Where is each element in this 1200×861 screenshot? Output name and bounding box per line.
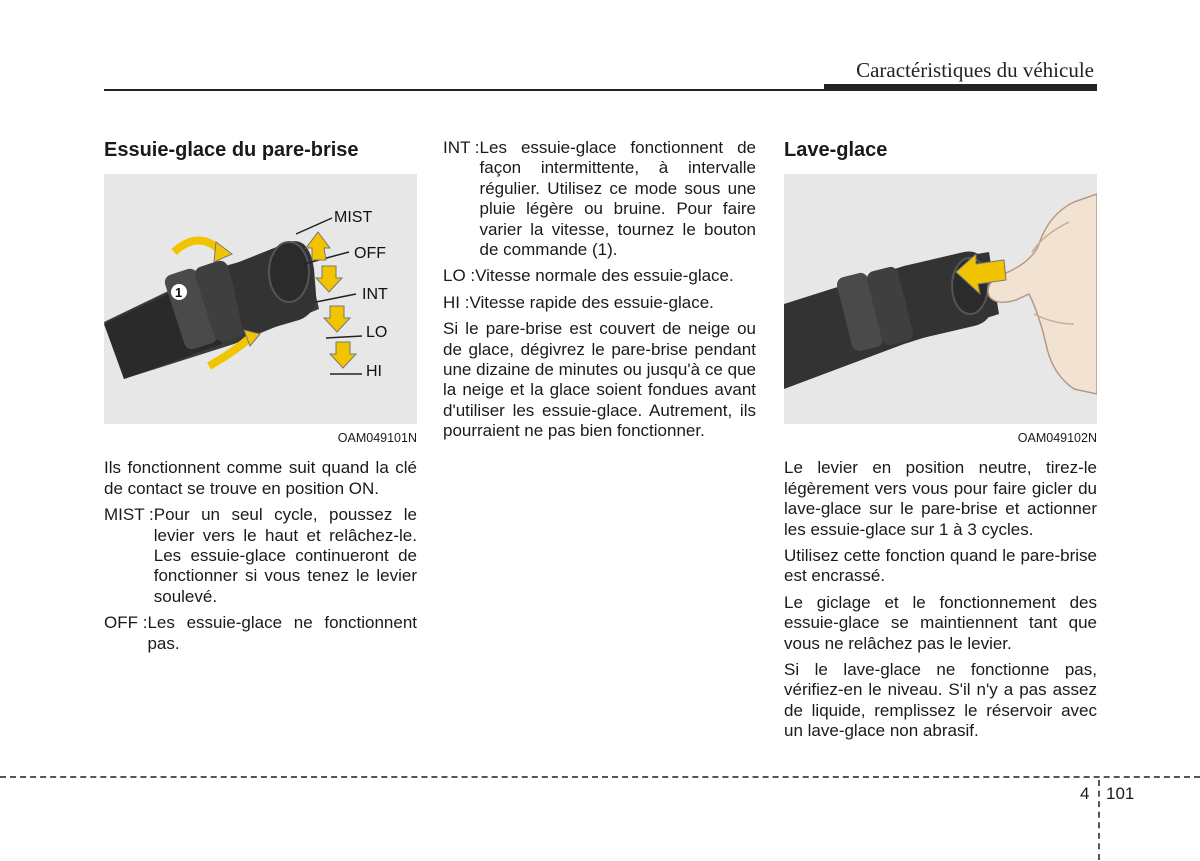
def-desc: Les essuie-glace fonctionnent de façon intermittente, à intervalle régulier. Utilisez ce mode sous une pluie légère ou bruine. Pour faire varier la vitesse, tournez le bouton de commande (1).: [479, 138, 756, 260]
left-column: [104, 138, 417, 660]
label-lo: LO: [366, 324, 388, 341]
washer-lever-illustration: [784, 174, 1097, 424]
wiper-lever-illustration: [104, 174, 417, 424]
def-desc: Pour un seul cycle, poussez le levier vers le haut et relâchez-le. Les essuie-glace continueront de fonctionner si vous tenez le levier soulevé.: [153, 505, 417, 606]
def-term: HI :: [443, 292, 470, 312]
def-mist: [104, 505, 417, 607]
washer-lever-figure: [784, 174, 1097, 424]
label-hi: HI: [366, 363, 382, 380]
figure-code: OAM049101N: [337, 431, 417, 445]
section-heading-wiper: Essuie-glace du pare-brise: [104, 139, 359, 161]
footer-divider: [0, 776, 1200, 778]
label-int: INT: [362, 286, 388, 303]
page-number: 101: [1106, 784, 1135, 803]
washer-paragraph-4: Si le lave-glace ne fonctionne pas, vérifiez-en le niveau. S'il n'y a pas assez de liquide, remplissez le réservoir avec un lave-glace non abrasif.: [784, 660, 1097, 741]
def-term: MIST :: [104, 505, 154, 525]
section-heading-washer: Lave-glace: [784, 139, 888, 161]
page-number-divider: [1098, 780, 1100, 860]
def-desc: Vitesse normale des essuie-glace.: [475, 266, 734, 286]
page-header-title: Caractéristiques du véhicule: [856, 58, 1094, 82]
wiper-lever-figure: [104, 174, 417, 424]
washer-paragraph-1: Le levier en position neutre, tirez-le légèrement vers vous pour faire gicler du lave-glace sur le pare-brise et actionner les essuie-glace sur 1 à 3 cycles.: [784, 458, 1097, 539]
def-desc: Vitesse rapide des essuie-glace.: [469, 292, 714, 312]
def-off: [104, 613, 417, 654]
header-rule-accent: [824, 84, 1097, 90]
intro-paragraph: Ils fonctionnent comme suit quand la clé de contact se trouve en position ON.: [104, 458, 417, 498]
washer-paragraph-3: Le giclage et le fonctionnement des essuie-glace se maintiennent tant que vous ne relâchez pas le levier.: [784, 592, 1097, 653]
def-term: OFF :: [104, 613, 148, 633]
label-off: OFF: [354, 245, 386, 262]
def-int: [443, 138, 756, 260]
washer-paragraph-2: Utilisez cette fonction quand le pare-brise est encrassé.: [784, 546, 1097, 586]
figure-code: OAM049102N: [1017, 431, 1097, 445]
def-lo: [443, 266, 756, 286]
def-term: INT :: [443, 138, 480, 157]
label-mist: MIST: [334, 209, 373, 226]
snow-paragraph: Si le pare-brise est couvert de neige ou de glace, dégivrez le pare-brise pendant une dizaine de minutes ou jusqu'à ce que la neige et la glace soient fondues avant d'utiliser les essuie-glace. Autrement, ils pourraient ne pas bien fonctionner.: [443, 319, 756, 441]
middle-column: [443, 138, 756, 448]
def-hi: [443, 293, 756, 313]
knob-number-label: 1: [175, 285, 183, 300]
def-desc: Les essuie-glace ne fonctionnent pas.: [147, 613, 417, 653]
chapter-number: 4: [1080, 784, 1090, 803]
right-column: [784, 138, 1097, 748]
def-term: LO :: [443, 266, 476, 286]
